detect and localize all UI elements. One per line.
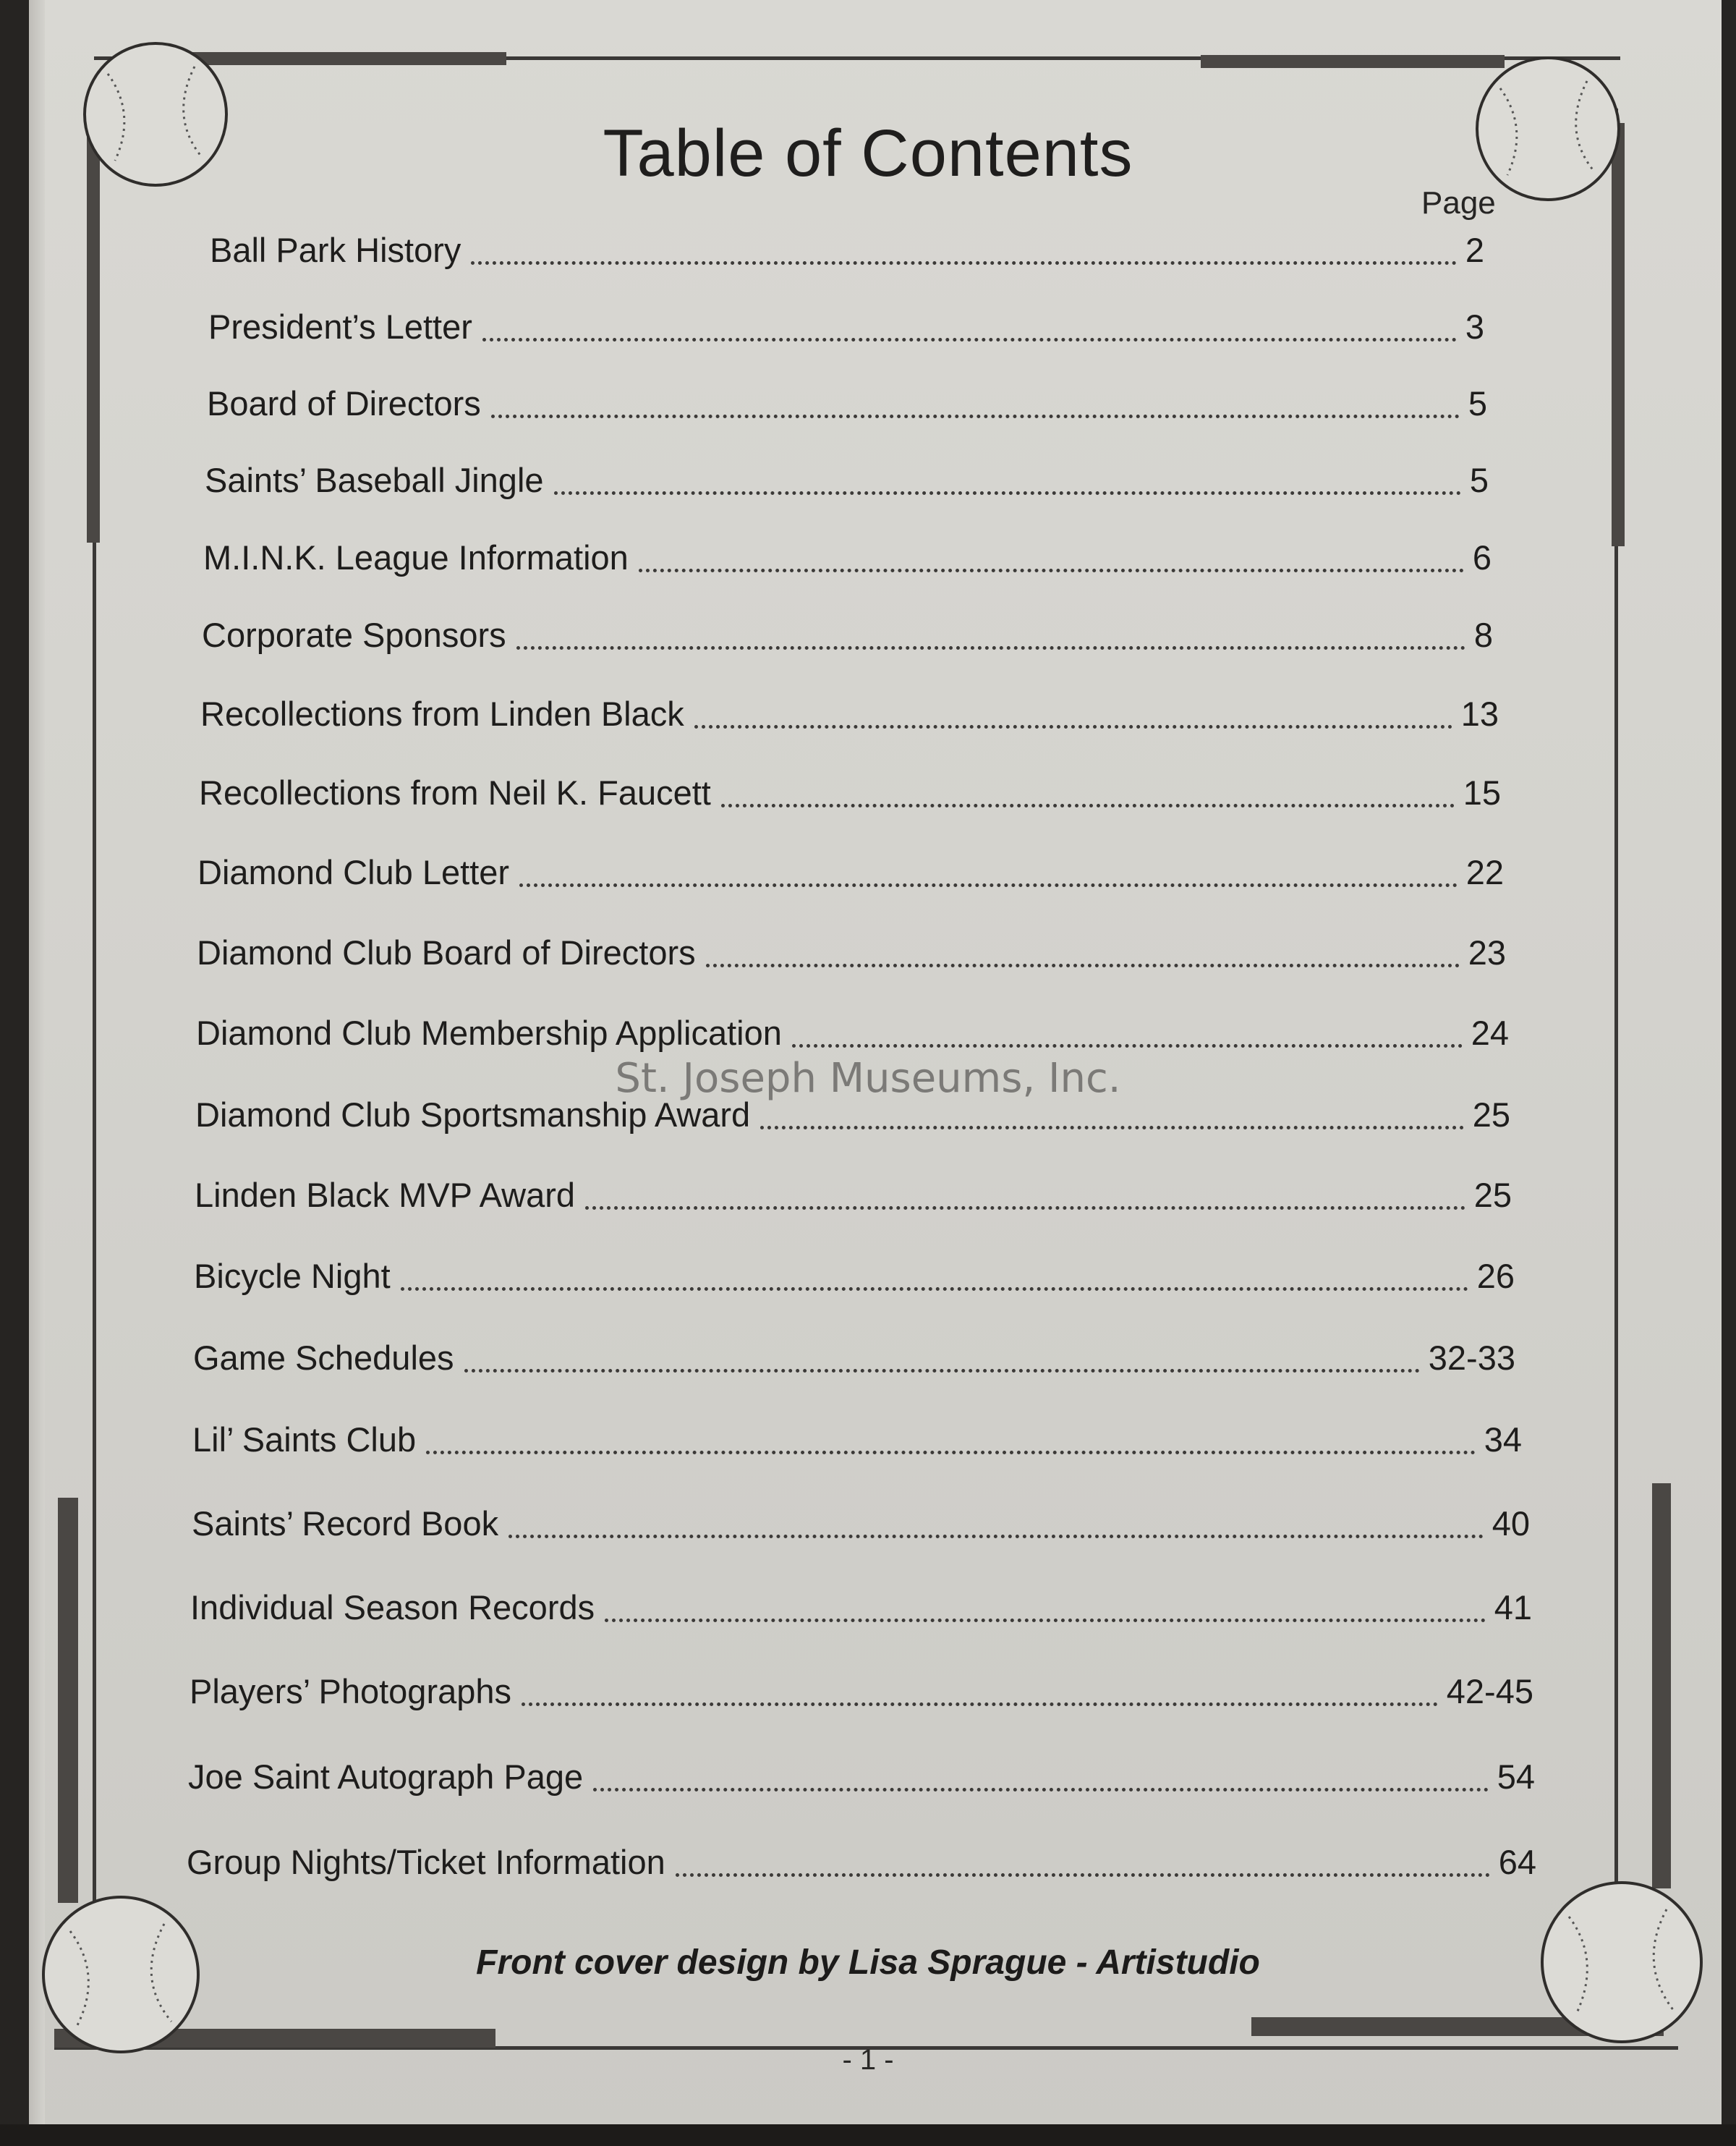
toc-entry-page: 15 bbox=[1463, 773, 1501, 812]
toc-entry-label: Lil’ Saints Club bbox=[192, 1420, 417, 1459]
toc-entry-page: 23 bbox=[1468, 933, 1506, 972]
leader-dots bbox=[639, 569, 1464, 572]
toc-entry bbox=[208, 307, 1484, 350]
toc-entry-page: 5 bbox=[1468, 384, 1487, 423]
toc-entry-page: 13 bbox=[1460, 695, 1499, 733]
toc-entry-page: 6 bbox=[1472, 538, 1492, 577]
toc-entry-page: 5 bbox=[1469, 461, 1489, 499]
toc-entry bbox=[200, 694, 1499, 737]
toc-entry bbox=[195, 1175, 1512, 1218]
toc-entry-page: 2 bbox=[1465, 231, 1484, 269]
toc-entry-label: President’s Letter bbox=[208, 308, 472, 346]
page-column-header: Page bbox=[1421, 185, 1496, 221]
cover-credit: Front cover design by Lisa Sprague - Artistudio bbox=[476, 1943, 1260, 1982]
toc-entry-label: Corporate Sponsors bbox=[202, 616, 506, 654]
toc-entry bbox=[190, 1671, 1533, 1715]
toc-entry bbox=[193, 1338, 1515, 1381]
leader-dots bbox=[792, 1044, 1463, 1048]
toc-entry-label: Board of Directors bbox=[207, 384, 481, 423]
leader-dots bbox=[554, 491, 1461, 495]
toc-entry-label: Diamond Club Letter bbox=[197, 853, 510, 891]
leader-dots bbox=[706, 964, 1460, 967]
toc-entry bbox=[202, 615, 1493, 658]
toc-entry bbox=[190, 1587, 1532, 1631]
toc-entry-page: 40 bbox=[1492, 1504, 1530, 1543]
toc-entry bbox=[197, 852, 1504, 896]
toc-entry-page: 8 bbox=[1473, 616, 1493, 654]
toc-entry-page: 24 bbox=[1471, 1014, 1509, 1052]
leader-dots bbox=[760, 1126, 1464, 1129]
watermark: St. Joseph Museums, Inc. bbox=[615, 1055, 1121, 1102]
toc-entry-label: Diamond Club Board of Directors bbox=[197, 933, 696, 972]
toc-entry-label: Players’ Photographs bbox=[190, 1672, 512, 1710]
toc-entry-page: 54 bbox=[1497, 1757, 1535, 1796]
leader-dots bbox=[694, 725, 1452, 729]
leader-dots bbox=[482, 338, 1457, 342]
toc-entry-page: 26 bbox=[1476, 1257, 1515, 1295]
toc-entry-label: Recollections from Linden Black bbox=[200, 695, 684, 733]
toc-entry-page: 34 bbox=[1484, 1420, 1522, 1459]
toc-entry bbox=[210, 230, 1484, 273]
toc-entry bbox=[199, 773, 1501, 816]
toc-entry bbox=[192, 1504, 1530, 1547]
toc-entry-label: Individual Season Records bbox=[190, 1588, 595, 1627]
toc-entry-label: Group Nights/Ticket Information bbox=[187, 1843, 665, 1881]
leader-dots bbox=[519, 883, 1458, 887]
toc-entry-label: Game Schedules bbox=[193, 1339, 454, 1377]
toc-entry-page: 42-45 bbox=[1446, 1672, 1533, 1710]
toc-entry-label: Bicycle Night bbox=[194, 1257, 391, 1295]
leader-dots bbox=[676, 1873, 1490, 1877]
toc-entry-label: M.I.N.K. League Information bbox=[203, 538, 629, 577]
toc-entry-label: Diamond Club Sportsmanship Award bbox=[195, 1095, 751, 1134]
toc-entry-page: 32-33 bbox=[1428, 1339, 1515, 1377]
leader-dots bbox=[585, 1206, 1465, 1210]
leader-dots bbox=[401, 1287, 1468, 1291]
leader-dots bbox=[516, 646, 1465, 650]
toc-entry-label: Saints’ Record Book bbox=[192, 1504, 499, 1543]
toc-entry-page: 41 bbox=[1494, 1588, 1532, 1627]
leader-dots bbox=[605, 1619, 1486, 1622]
toc-entry bbox=[194, 1256, 1515, 1299]
toc-entry-label: Diamond Club Membership Application bbox=[196, 1014, 782, 1052]
leader-dots bbox=[593, 1788, 1489, 1791]
leader-dots bbox=[471, 261, 1457, 265]
toc-entry bbox=[192, 1420, 1522, 1463]
toc-entry bbox=[188, 1757, 1535, 1800]
leader-dots bbox=[522, 1702, 1438, 1706]
toc-entry-page: 25 bbox=[1473, 1176, 1512, 1214]
toc-entry bbox=[205, 460, 1489, 504]
toc-entry-page: 3 bbox=[1465, 308, 1484, 346]
toc-entry bbox=[187, 1842, 1536, 1886]
toc-entry-label: Recollections from Neil K. Faucett bbox=[199, 773, 711, 812]
leader-dots bbox=[509, 1535, 1484, 1538]
toc-entry-label: Joe Saint Autograph Page bbox=[188, 1757, 584, 1796]
toc-entry-label: Saints’ Baseball Jingle bbox=[205, 461, 544, 499]
toc-entry bbox=[203, 538, 1492, 581]
toc-entry bbox=[197, 933, 1506, 976]
toc-entry bbox=[207, 383, 1487, 427]
page-title: Table of Contents bbox=[603, 116, 1133, 190]
leader-dots bbox=[491, 415, 1460, 418]
leader-dots bbox=[464, 1369, 1420, 1373]
toc-entry-label: Ball Park History bbox=[210, 231, 461, 269]
leader-dots bbox=[426, 1451, 1476, 1454]
toc-entry bbox=[196, 1013, 1509, 1056]
leader-dots bbox=[721, 804, 1455, 807]
toc-entry-page: 25 bbox=[1472, 1095, 1510, 1134]
table-surface bbox=[0, 2124, 1736, 2146]
page-number: - 1 - bbox=[842, 2044, 894, 2076]
toc-entry-page: 22 bbox=[1465, 853, 1504, 891]
toc-entry-page: 64 bbox=[1498, 1843, 1536, 1881]
toc-entry-label: Linden Black MVP Award bbox=[195, 1176, 576, 1214]
